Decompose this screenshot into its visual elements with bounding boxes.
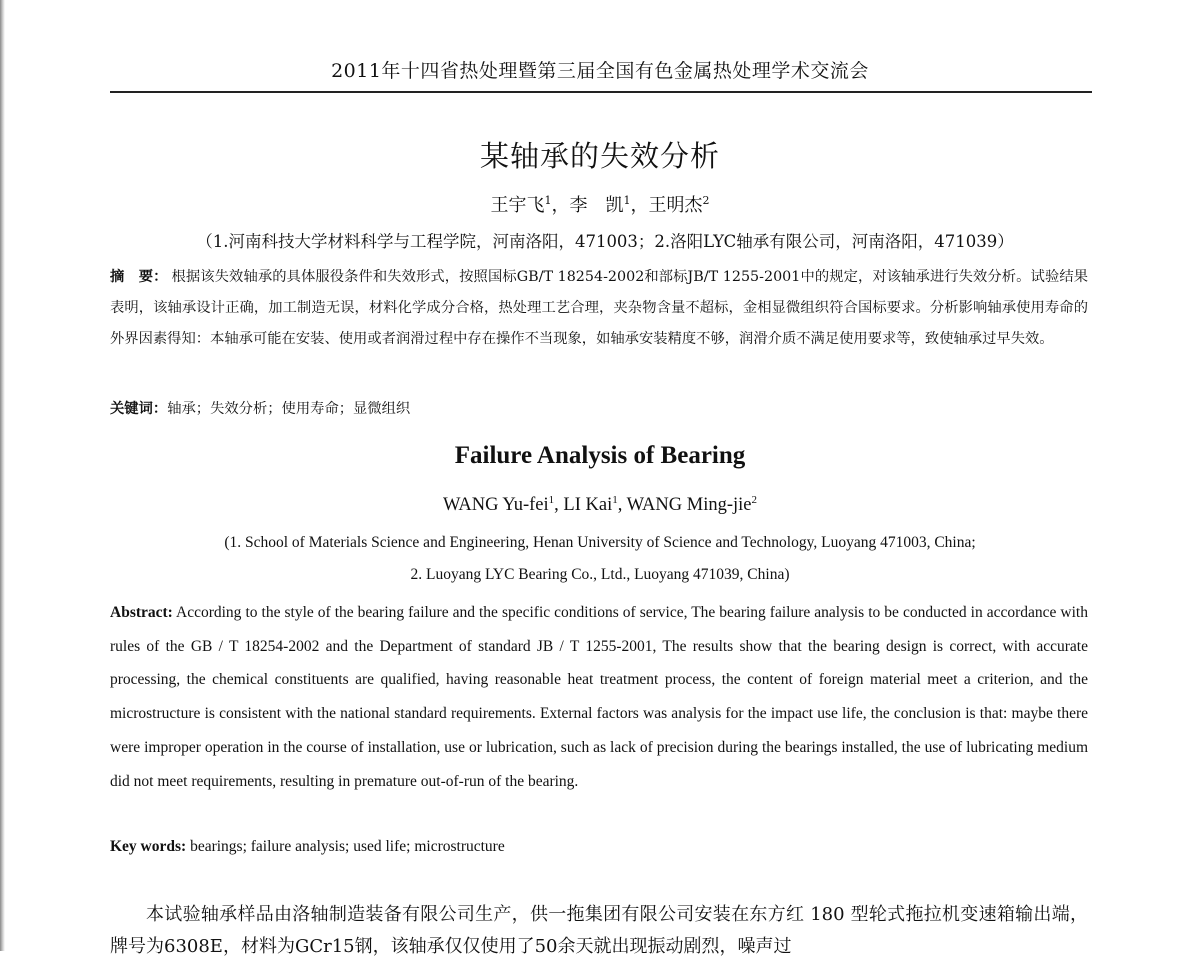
body-paragraph: 本试验轴承样品由洛轴制造装备有限公司生产，供一拖集团有限公司安装在东方红 180 型轮式拖拉机变速箱输出端，牌号为6308E，材料为GCr15钢，该轴承仅仅使用了50余天就出现振动剧烈，噪声过 [110,904,1088,957]
author-separator: ， [630,195,649,216]
author-affil-mark: 1 [548,494,555,506]
chinese-title: 某轴承的失效分析 [479,139,720,173]
english-keywords-label: Key words: [110,838,187,855]
author-affil-mark: 2 [751,494,757,506]
chinese-affiliation: （1.河南科技大学材料科学与工程学院，河南洛阳，471003；2.洛阳LYC轴承有限公司，河南洛阳，471039） [196,232,1014,251]
english-abstract-label: Abstract: [110,604,173,621]
conference-header: 2011年十四省热处理暨第三届全国有色金属热处理学术交流会 [331,60,869,82]
author-affil-mark: 1 [612,494,618,506]
english-affiliation-line1: (1. School of Materials Science and Engineering, Henan University of Science and Technology, Luoyang 471003, China; [224,534,976,551]
chinese-abstract [110,262,1088,355]
author-name: WANG Yu-fei [442,495,549,516]
author-separator: ， [551,195,570,216]
english-abstract-text: According to the style of the bearing failure and the specific conditions of service, The bearing failure analysis to be conducted in accordance with rules of the GB / T 18254-2002 and the Department of standard JB / T 1255-2001, The results show that the bearing design is correct, with accurate processing, the chemical constituents are qualified, having reasonable heat treatment process, the content of foreign material meet a criterion, and the microstructure is consistent with the national standard requirements. External factors was analysis for the impact use life, the conclusion is that: maybe there were improper operation in the course of installation, use or lubrication, such as lack of precision during the bearings installed, the use of lubricating medium did not meet requirements, resulting in premature out-of-run of the bearing. [110,604,1088,790]
english-keywords [110,832,1088,862]
english-authors [110,494,1090,516]
author-name: LI Kai [563,495,613,516]
author-name: 李 凯 [569,195,624,216]
chinese-keywords-label: 关键词： [110,401,168,417]
chinese-abstract-text: 根据该失效轴承的具体服役条件和失效形式，按照国标GB/T 18254-2002和部标JB/T 1255-2001中的规定，对该轴承进行失效分析。试验结果表明，该轴承设计正确，加工制造无误，材料化学成分合格，热处理工艺合理，夹杂物含量不超标，金相显微组织符合国标要求。分析影响轴承使用寿命的外界因素得知：本轴承可能在安装、使用或者润滑过程中存在操作不当现象，如轴承安装精度不够，润滑介质不满足使用要求等，致使轴承过早失效。 [110,269,1089,347]
english-keywords-text: bearings; failure analysis; used life; microstructure [190,838,505,855]
scan-shadow-edge [0,0,5,951]
author-affil-mark: 1 [623,194,631,207]
author-name: WANG Ming-jie [626,495,752,516]
chinese-abstract-label: 摘 要： [110,269,168,285]
author-separator: , [554,495,564,516]
chinese-keywords-text: 轴承；失效分析；使用寿命；显微组织 [167,401,411,417]
author-name: 王宇飞 [490,195,545,216]
english-title: Failure Analysis of Bearing [454,442,746,469]
chinese-keywords [110,394,1088,425]
author-name: 王明杰 [648,195,703,216]
english-affiliation-line2: 2. Luoyang LYC Bearing Co., Ltd., Luoyang 471039, China) [410,566,790,583]
author-separator: , [617,495,627,516]
author-affil-mark: 2 [702,194,710,207]
author-affil-mark: 1 [544,194,552,207]
english-abstract [110,596,1088,798]
chinese-authors [110,191,1090,217]
header-divider [110,91,1092,93]
